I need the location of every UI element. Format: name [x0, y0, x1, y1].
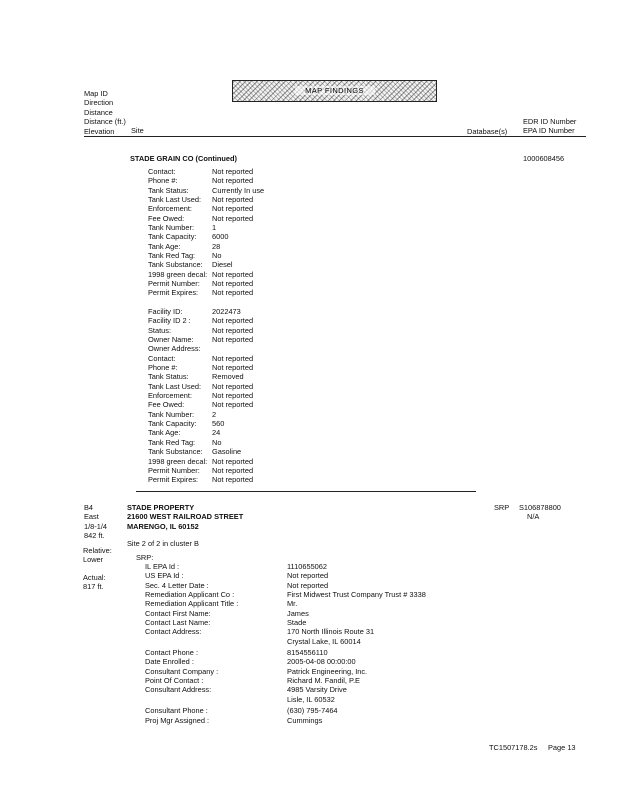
section2-database: SRP: [494, 503, 510, 512]
field-value: Diesel: [212, 260, 233, 270]
relative-label: Relative:: [83, 546, 112, 555]
epa-id-label: EPA ID Number: [523, 126, 575, 135]
field-row: [148, 382, 253, 391]
site-address: [127, 503, 243, 531]
field-label: Tank Capacity:: [148, 419, 197, 429]
elevation-label: Elevation: [84, 126, 115, 136]
field-value: Not reported: [287, 580, 329, 590]
field-label: Consultant Phone :: [145, 706, 208, 716]
field-row: [148, 260, 264, 269]
field-row: [148, 391, 253, 400]
field-row: [145, 685, 426, 694]
srp-fields: [145, 562, 426, 725]
field-label: Tank Number:: [148, 223, 195, 233]
field-label: Enforcement:: [148, 204, 192, 214]
field-row: [145, 676, 426, 685]
relative-elevation: [83, 546, 112, 565]
header-divider: [84, 136, 586, 137]
field-row: [145, 657, 426, 666]
field-label: Consultant Company :: [145, 666, 219, 676]
field-row: [148, 204, 264, 213]
site-name: STADE PROPERTY: [127, 503, 195, 512]
field-value: Not reported: [212, 325, 254, 335]
actual-label: Actual:: [83, 573, 106, 582]
field-value: Not reported: [287, 571, 329, 581]
site-street: 21600 WEST RAILROAD STREET: [127, 512, 244, 522]
distance-value: 1/8-1/4: [84, 521, 108, 531]
field-value: Mr.: [287, 599, 298, 609]
field-value: Not reported: [212, 456, 254, 466]
field-value: 8154556110: [287, 648, 328, 658]
field-value: Not reported: [212, 279, 254, 289]
field-row: [145, 581, 426, 590]
field-label: Contact Last Name:: [145, 618, 211, 628]
field-value: Currently In use: [212, 185, 265, 195]
field-label: Phone #:: [148, 363, 178, 373]
field-label: Tank Substance:: [148, 447, 203, 457]
field-value: Not reported: [212, 176, 254, 186]
field-value: 1110655062: [287, 562, 328, 571]
field-label: Fee Owed:: [148, 400, 185, 410]
cluster-note: Site 2 of 2 in cluster B: [127, 539, 199, 548]
field-label: Contact:: [148, 353, 176, 363]
field-value: Richard M. Fandil, P.E: [287, 676, 360, 686]
header-left-labels: [84, 89, 126, 136]
field-label: Permit Number:: [148, 465, 200, 475]
field-label: Tank Age:: [148, 428, 181, 438]
field-label: Owner Address:: [148, 344, 201, 354]
field-value: Not reported: [212, 475, 254, 485]
field-row: [145, 609, 426, 618]
field-row: [145, 637, 426, 646]
field-label: Tank Red Tag:: [148, 437, 196, 447]
field-value: 560: [212, 419, 225, 429]
section1-edr-id: 1000608456: [523, 154, 565, 163]
field-value: No: [212, 437, 222, 447]
field-label: Tank Last Used:: [148, 381, 201, 391]
field-label: Tank Substance:: [148, 260, 203, 270]
field-value: Not reported: [212, 335, 254, 345]
site-city: MARENGO, IL 60152: [127, 521, 199, 531]
field-row: [145, 590, 426, 599]
field-row: [148, 475, 253, 484]
distance-ft-label: Distance (ft.): [84, 117, 126, 127]
field-row: [148, 363, 253, 372]
field-value: Not reported: [212, 465, 254, 475]
field-label: Consultant Address:: [145, 685, 212, 695]
field-value: 1: [212, 223, 217, 233]
field-label: Tank Last Used:: [148, 195, 201, 205]
field-label: Contact First Name:: [145, 608, 211, 618]
field-row: [148, 428, 253, 437]
field-row: [145, 716, 426, 725]
field-label: [145, 695, 287, 704]
distance-label: Distance: [84, 107, 113, 117]
field-label: Tank Capacity:: [148, 232, 197, 242]
direction-label: Direction: [84, 98, 114, 108]
field-row: [148, 232, 264, 241]
field-label: Fee Owed:: [148, 213, 185, 223]
field-label: US EPA Id :: [145, 571, 184, 581]
field-value: Patrick Engineering, Inc.: [287, 666, 368, 676]
relative-value: Lower: [83, 555, 104, 565]
field-value: 24: [212, 428, 221, 438]
field-label: [145, 637, 287, 646]
field-row: [148, 410, 253, 419]
database-label: Database(s): [467, 127, 508, 136]
field-label: Sec. 4 Letter Date :: [145, 580, 209, 590]
field-value: Removed: [212, 372, 244, 382]
field-value: James: [287, 608, 309, 618]
field-label: 1998 green decal:: [148, 456, 208, 466]
field-label: Tank Number:: [148, 409, 195, 419]
field-value: 6000: [212, 232, 229, 242]
field-row: [148, 307, 253, 316]
field-label: Facility ID:: [148, 307, 183, 316]
field-row: [145, 648, 426, 657]
field-row: [145, 571, 426, 580]
direction-value: East: [84, 512, 99, 522]
field-label: Permit Expires:: [148, 475, 199, 485]
field-label: Owner Name:: [148, 335, 194, 345]
field-value: Not reported: [212, 195, 254, 205]
field-value: Not reported: [212, 391, 254, 401]
field-row: [148, 214, 264, 223]
site-label: Site: [131, 126, 144, 135]
footer-page: Page 13: [548, 743, 576, 752]
field-value: No: [212, 251, 222, 261]
actual-elevation: [83, 573, 106, 592]
tank1-fields: [148, 167, 264, 298]
field-value: Not reported: [212, 381, 254, 391]
field-row: [148, 326, 253, 335]
srp-heading: SRP:: [136, 553, 154, 562]
map-id-label: Map ID: [84, 89, 108, 98]
section2-location: [84, 503, 107, 541]
section2-edr-id: S106878800: [519, 503, 561, 512]
field-row: [148, 372, 253, 381]
field-value: Not reported: [212, 213, 254, 223]
field-row: [148, 270, 264, 279]
field-row: [148, 354, 253, 363]
field-row: [145, 627, 426, 636]
field-row: [148, 457, 253, 466]
field-row: [148, 447, 253, 456]
field-value: First Midwest Trust Company Trust # 3338: [287, 590, 426, 600]
field-row: [148, 176, 264, 185]
field-label: Contact Phone :: [145, 648, 199, 658]
field-row: [145, 695, 426, 704]
section-divider: [136, 491, 476, 492]
field-label: Facility ID 2 :: [148, 316, 191, 326]
field-row: [148, 279, 264, 288]
field-label: Tank Red Tag:: [148, 251, 196, 261]
map-findings-banner: [232, 80, 437, 102]
footer-code: TC1507178.2s: [489, 743, 538, 752]
field-label: Phone #:: [148, 176, 178, 186]
field-value: 28: [212, 241, 221, 251]
actual-value: 817 ft.: [83, 582, 104, 592]
section2-epa-id: N/A: [527, 512, 540, 521]
field-value: Not reported: [212, 204, 254, 214]
field-row: [148, 242, 264, 251]
map-id-value: B4: [84, 503, 94, 512]
field-value: Cummings: [287, 715, 323, 725]
field-row: [148, 438, 253, 447]
field-label: Proj Mgr Assigned :: [145, 715, 210, 725]
field-label: Tank Age:: [148, 241, 181, 251]
field-row: [148, 419, 253, 428]
field-label: Contact Address:: [145, 627, 202, 637]
field-label: Tank Status:: [148, 372, 189, 382]
field-value: Not reported: [212, 269, 254, 279]
field-value: 2005-04-08 00:00:00: [287, 657, 356, 667]
field-value: Not reported: [212, 167, 254, 176]
field-row: [145, 667, 426, 676]
field-row: [145, 599, 426, 608]
field-label: Permit Number:: [148, 279, 200, 289]
field-value: Gasoline: [212, 447, 242, 457]
field-value: 4985 Varsity Drive: [287, 685, 347, 695]
distance-ft-value: 842 ft.: [84, 531, 105, 541]
field-label: Contact:: [148, 167, 176, 176]
field-label: Remediation Applicant Co :: [145, 590, 235, 600]
field-value: 2: [212, 409, 217, 419]
field-label: Point Of Contact :: [145, 676, 204, 686]
field-value: Lisle, IL 60532: [287, 694, 335, 704]
field-row: [148, 186, 264, 195]
field-row: [148, 195, 264, 204]
field-value: Not reported: [212, 353, 254, 363]
field-row: [148, 251, 264, 260]
field-row: [148, 223, 264, 232]
banner-title: MAP FINDINGS: [295, 86, 375, 95]
field-row: [145, 618, 426, 627]
field-label: Remediation Applicant Title :: [145, 599, 239, 609]
field-label: 1998 green decal:: [148, 269, 208, 279]
field-label: Date Enrolled :: [145, 657, 194, 667]
field-row: [148, 344, 253, 353]
tank2-fields: [148, 307, 253, 485]
field-value: (630) 795-7464: [287, 706, 338, 716]
field-row: [148, 167, 264, 176]
field-row: [148, 400, 253, 409]
field-label: Tank Status:: [148, 185, 189, 195]
field-value: Stade: [287, 618, 307, 628]
field-label: Permit Expires:: [148, 288, 199, 298]
field-value: Not reported: [212, 363, 254, 373]
section1-title: STADE GRAIN CO (Continued): [130, 154, 238, 163]
field-label: Enforcement:: [148, 391, 192, 401]
field-value: Not reported: [212, 316, 254, 326]
field-value: Crystal Lake, IL 60014: [287, 636, 361, 646]
edr-id-label: EDR ID Number: [523, 117, 577, 126]
field-value: Not reported: [212, 288, 254, 298]
field-value: Not reported: [212, 400, 254, 410]
field-row: [148, 335, 253, 344]
field-row: [148, 316, 253, 325]
field-value: 2022473: [212, 307, 241, 316]
field-label: Status:: [148, 325, 172, 335]
field-row: [148, 466, 253, 475]
field-row: [145, 706, 426, 715]
field-value: 170 North Illinois Route 31: [287, 627, 375, 637]
field-label: IL EPA Id :: [145, 562, 180, 571]
field-row: [145, 562, 426, 571]
field-row: [148, 288, 264, 297]
